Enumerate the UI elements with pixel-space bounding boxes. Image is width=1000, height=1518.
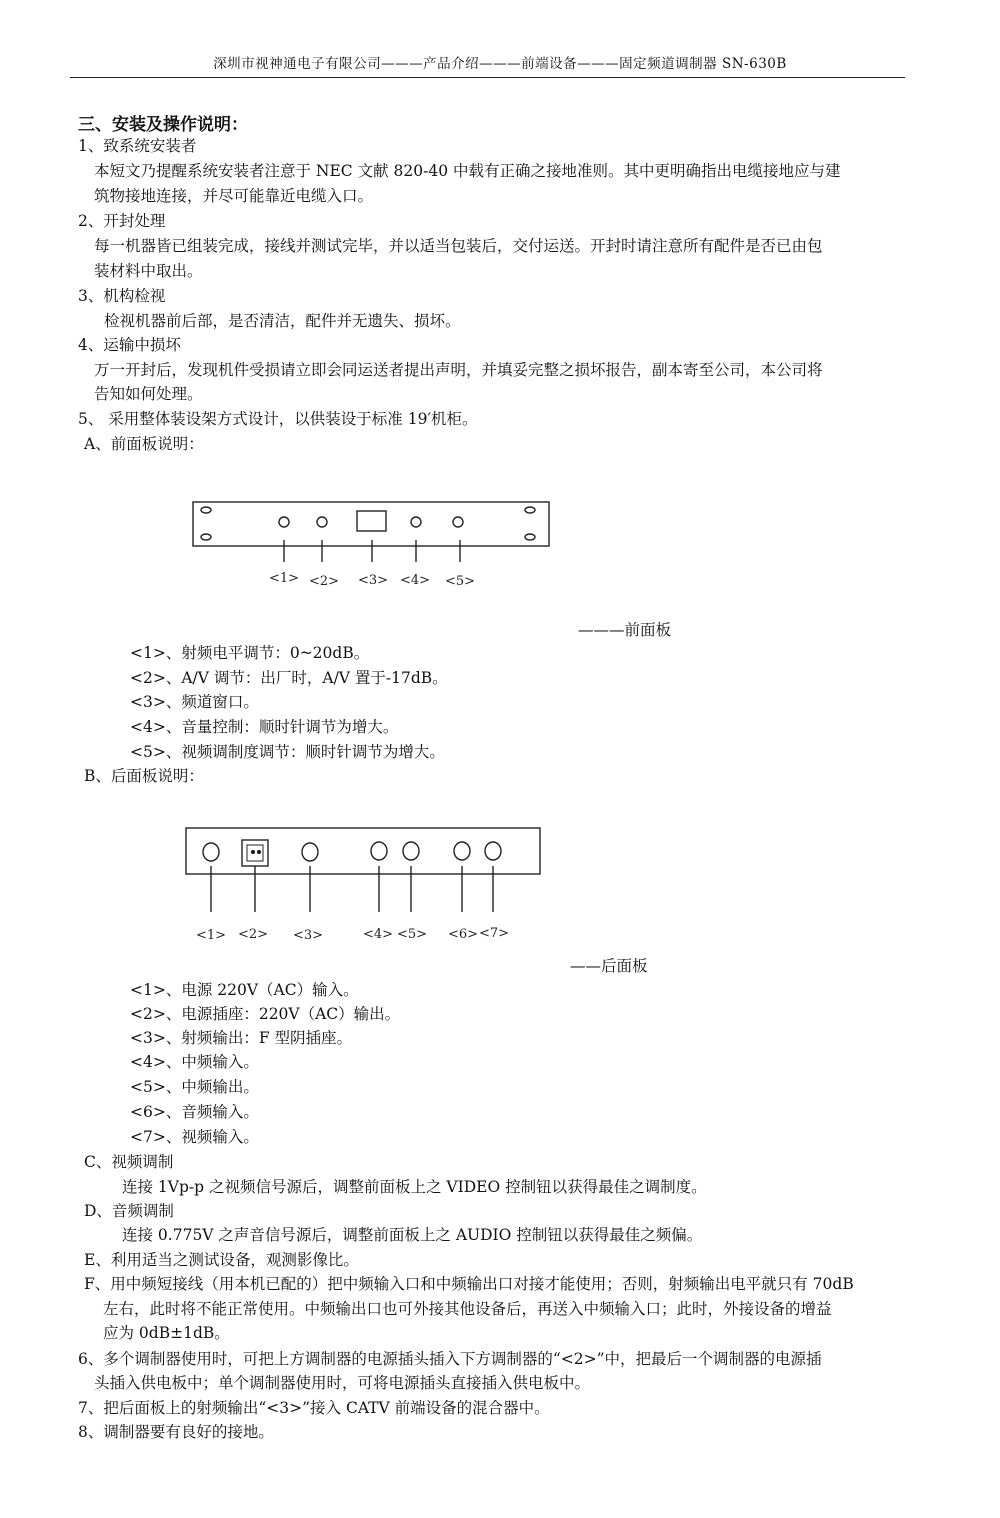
- rear-panel-heading: B、后面板说明：: [84, 767, 204, 785]
- item-4-heading: 4、运输中损坏: [78, 336, 181, 354]
- page-header: 深圳市视神通电子有限公司———产品介绍———前端设备———固定频道调制器 SN-630B: [213, 56, 787, 72]
- front-panel-outline: [193, 502, 549, 546]
- front-panel-heading: A、前面板说明：: [84, 435, 204, 453]
- note-e-line-1: E、利用适当之测试设备，观测影像比。: [84, 1251, 359, 1269]
- note-d-line-1: 连接 0.775V 之声音信号源后，调整前面板上之 AUDIO 控制钮以获得最佳之频偏。: [122, 1226, 703, 1244]
- item-1-line-1: 本短文乃提醒系统安装者注意于 NEC 文献 820-40 中载有正确之接地准则。其中更明确指出电缆接地应与建: [94, 162, 841, 180]
- note-f-line-1: F、用中频短接线（用本机已配的）把中频输入口和中频输出口对接才能使用；否则，射频输出电平就只有 70dB: [84, 1275, 854, 1293]
- front-panel-diagram: [193, 502, 549, 562]
- front-callout-5: <5>: [444, 574, 476, 589]
- item-3-heading: 3、机构检视: [78, 287, 166, 305]
- item-2-line-2: 装材料中取出。: [94, 262, 203, 280]
- note-f-line-2: 左右，此时将不能正常使用。中频输出口也可外接其他设备后，再送入中频输入口；此时，外接设备的增益: [103, 1300, 832, 1318]
- socket-pin: [252, 851, 255, 854]
- front-callout-4: <4>: [399, 573, 431, 588]
- item-8-line-1: 8、调制器要有良好的接地。: [78, 1423, 274, 1441]
- front-callout-3: <3>: [357, 573, 389, 588]
- rear-callout-1: <1>: [195, 928, 227, 943]
- front-callout-2: <2>: [308, 574, 340, 589]
- front-mount-hole: [201, 507, 211, 513]
- front-knob-2: [317, 517, 327, 527]
- section-title: 三、安装及操作说明：: [78, 115, 248, 135]
- item-4-line-1: 万一开封后，发现机件受损请立即会同运送者提出声明，并填妥完整之损坏报告，副本寄至公司，本公司将: [94, 361, 823, 379]
- front-callout-1: <1>: [268, 571, 300, 586]
- rear-rf-output: [302, 843, 318, 861]
- rear-panel-outline: [186, 828, 540, 874]
- rear-video-input: [485, 842, 501, 860]
- item-1-heading: 1、致系统安装者: [78, 137, 197, 155]
- item-7-line-1: 7、把后面板上的射频输出“<3>”接入 CATV 前端设备的混合器中。: [78, 1399, 550, 1417]
- item-3-line-1: 检视机器前后部，是否清洁，配件并无遗失、损坏。: [104, 312, 461, 330]
- item-4-line-2: 告知如何处理。: [94, 385, 203, 403]
- rear-legend-2: <2>、电源插座：220V（AC）输出。: [130, 1005, 401, 1023]
- item-2-line-1: 每一机器皆已组装完成，接线并测试完毕，并以适当包装后，交付运送。开封时请注意所有配件是否已由包: [94, 237, 823, 255]
- front-legend-1: <1>、射频电平调节：0~20dB。: [130, 644, 370, 662]
- rear-callout-5: <5>: [396, 927, 428, 942]
- rear-callout-4: <4>: [362, 927, 394, 942]
- note-c-line-1: 连接 1Vp-p 之视频信号源后，调整前面板上之 VIDEO 控制钮以获得最佳之调制度。: [122, 1178, 707, 1196]
- rear-if-output: [403, 842, 419, 860]
- rear-legend-3: <3>、射频输出：F 型阴插座。: [130, 1029, 353, 1047]
- front-mount-hole: [525, 534, 535, 540]
- rear-power-socket: [242, 840, 268, 866]
- rear-callout-3: <3>: [292, 928, 324, 943]
- note-c-heading: C、视频调制: [84, 1153, 174, 1171]
- item-5-heading: 5、 采用整体装设架方式设计，以供装设于标准 19′机柜。: [78, 410, 478, 428]
- rear-if-input: [371, 842, 387, 860]
- rear-panel-diagram: [186, 828, 540, 912]
- item-2-heading: 2、开封处理: [78, 212, 166, 230]
- front-knob-4: [411, 517, 421, 527]
- item-6-line-1: 6、多个调制器使用时，可把上方调制器的电源插头插入下方调制器的“<2>”中，把最后一个调制器的电源插: [78, 1350, 822, 1368]
- socket-pin: [258, 851, 261, 854]
- rear-legend-5: <5>、中频输出。: [130, 1078, 259, 1096]
- front-legend-3: <3>、频道窗口。: [130, 693, 259, 711]
- note-d-heading: D、音频调制: [84, 1202, 174, 1220]
- rear-audio-input: [454, 842, 470, 860]
- rear-legend-6: <6>、音频输入。: [130, 1103, 259, 1121]
- rear-legend-7: <7>、视频输入。: [130, 1128, 259, 1146]
- note-f-line-3: 应为 0dB±1dB。: [103, 1324, 230, 1342]
- rear-legend-1: <1>、电源 220V（AC）输入。: [130, 981, 359, 999]
- rear-callout-7: <7>: [478, 926, 510, 941]
- rear-callout-6: <6>: [447, 927, 479, 942]
- front-mount-hole: [525, 507, 535, 513]
- front-knob-5: [453, 517, 463, 527]
- front-legend-2: <2>、A/V 调节：出厂时，A/V 置于-17dB。: [130, 669, 448, 687]
- rear-panel-caption: ——后面板: [570, 957, 648, 975]
- front-mount-hole: [201, 534, 211, 540]
- rear-power-input: [203, 843, 219, 861]
- front-knob-1: [279, 517, 289, 527]
- rear-legend-4: <4>、中频输入。: [130, 1053, 259, 1071]
- rear-callout-2: <2>: [237, 927, 269, 942]
- item-1-line-2: 筑物接地连接，并尽可能靠近电缆入口。: [94, 187, 374, 205]
- front-channel-window: [357, 511, 386, 531]
- front-legend-4: <4>、音量控制：顺时针调节为增大。: [130, 718, 399, 736]
- front-legend-5: <5>、视频调制度调节：顺时针调节为增大。: [130, 743, 445, 761]
- item-6-line-2: 头插入供电板中；单个调制器使用时，可将电源插头直接插入供电板中。: [94, 1374, 591, 1392]
- front-panel-caption: ———前面板: [578, 621, 672, 639]
